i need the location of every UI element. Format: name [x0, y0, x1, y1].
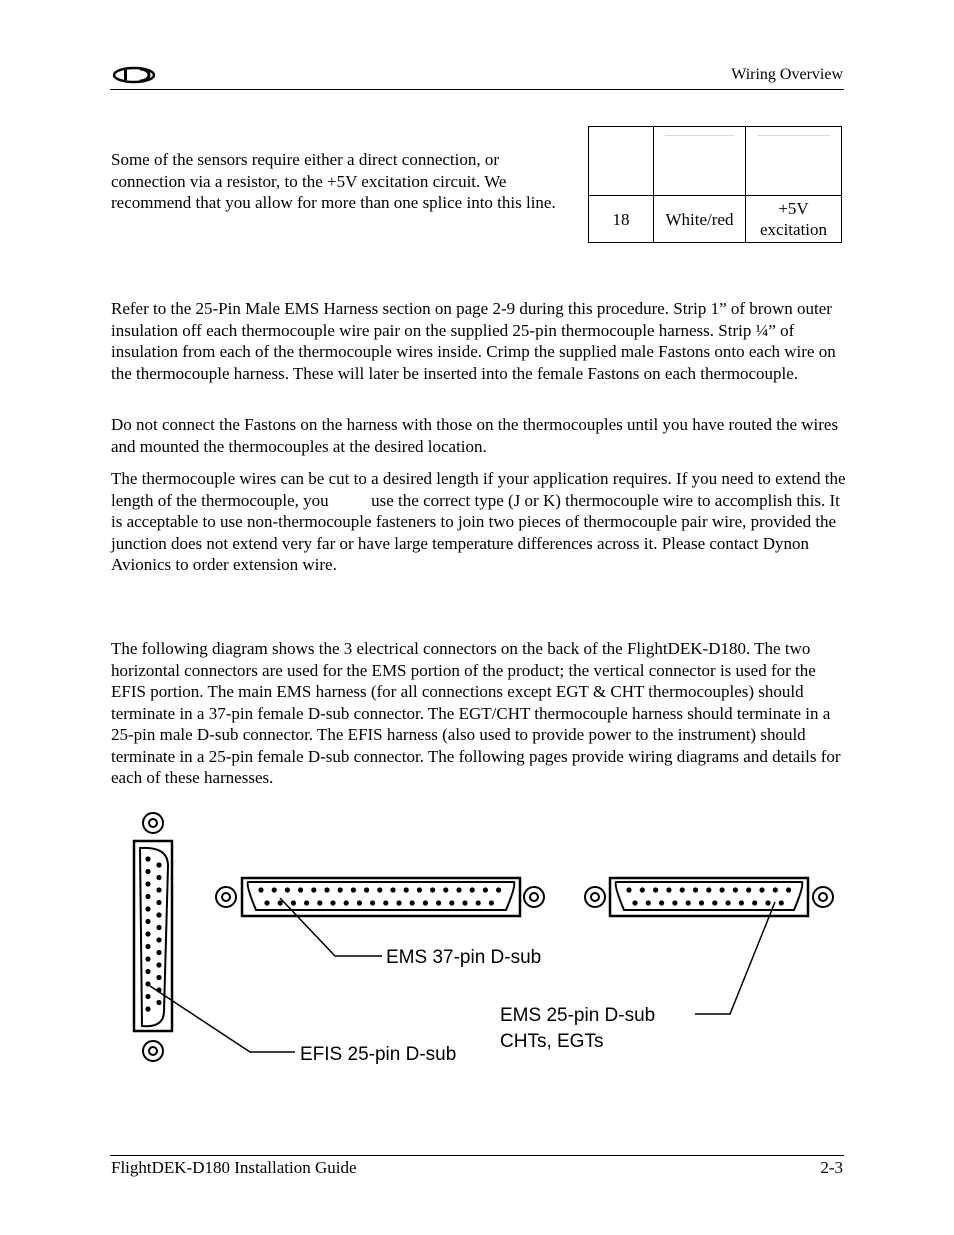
- connector-pin: [364, 887, 369, 892]
- connector-pin: [156, 875, 161, 880]
- connector-pin: [264, 900, 269, 905]
- pin-table: [588, 126, 842, 243]
- connector-pin: [653, 887, 658, 892]
- connector-pin: [145, 894, 150, 899]
- footer-rule: [110, 1155, 844, 1156]
- function-header-cell: [746, 127, 842, 196]
- connector-pin: [659, 900, 664, 905]
- connector-pin: [357, 900, 362, 905]
- connector-pin: [156, 1000, 161, 1005]
- connector-pin: [145, 956, 150, 961]
- connector-pin: [410, 900, 415, 905]
- connector-pin: [351, 887, 356, 892]
- connector-pin: [390, 887, 395, 892]
- pin-table-header: [589, 127, 842, 196]
- connector-pin: [156, 900, 161, 905]
- connector-pin: [304, 900, 309, 905]
- connector-pin: [156, 937, 161, 942]
- connector-pin: [436, 900, 441, 905]
- ems25-sublabel: CHTs, EGTs: [500, 1031, 604, 1052]
- connector-pin: [156, 862, 161, 867]
- connectors-paragraph: The following diagram shows the 3 electrical connectors on the back of the FlightDEK-D180. The two horizontal connectors are used for the EMS portion of the product; the vertical connector is used for the EFIS portion. The main EMS harness (for all connections except EGT & CHT thermocouples) should terminate in a 37-pin female D-sub connector. The EGT/CHT thermocouple harness should terminate in a 25-pin male D-sub connector. The EFIS harness (also used to provide power to the instrument) should terminate in a 25-pin female D-sub connector. The following pages provide wiring diagrams and details for each of these harnesses.: [111, 639, 841, 787]
- connector-pin: [145, 969, 150, 974]
- connector-pin: [370, 900, 375, 905]
- footer-page-number: 2-3: [820, 1158, 843, 1177]
- connector-pin: [417, 887, 422, 892]
- connector-pin: [156, 987, 161, 992]
- connector-pin: [489, 900, 494, 905]
- connector-pin: [686, 900, 691, 905]
- connector-pin: [430, 887, 435, 892]
- connector-pin: [330, 900, 335, 905]
- connector-pin: [317, 900, 322, 905]
- connector-pin: [739, 900, 744, 905]
- connector-pin: [156, 887, 161, 892]
- connector-pin: [640, 887, 645, 892]
- connector-pin: [145, 944, 150, 949]
- connector-pin: [632, 900, 637, 905]
- footer-doc-title: FlightDEK-D180 Installation Guide: [111, 1158, 357, 1177]
- connector-pin: [156, 912, 161, 917]
- connector-pin: [324, 887, 329, 892]
- connector-pin: [156, 962, 161, 967]
- wire-color-cell: White/red: [654, 196, 746, 243]
- pin-header-cell: [589, 127, 654, 196]
- connector-pin: [145, 1006, 150, 1011]
- connector-pin: [423, 900, 428, 905]
- connector-pin: [462, 900, 467, 905]
- connector-pin: [456, 887, 461, 892]
- connector-pin: [443, 887, 448, 892]
- connector-pin: [272, 887, 277, 892]
- connector-pin: [145, 994, 150, 999]
- fastons-paragraph: Do not connect the Fastons on the harness with those on the thermocouples until you have routed the wires and mounted the thermocouples at the desired location.: [111, 415, 839, 456]
- connector-pin: [291, 900, 296, 905]
- connector-pin: [145, 919, 150, 924]
- dynon-logo-icon: [110, 66, 156, 84]
- header-rule: [110, 89, 844, 90]
- color-header-cell: [654, 127, 746, 196]
- ems37-connector: [216, 878, 544, 916]
- ems37-label: EMS 37-pin D-sub: [386, 947, 542, 968]
- connector-pin: [706, 887, 711, 892]
- connector-pin: [646, 900, 651, 905]
- header-section-title: Wiring Overview: [731, 66, 843, 83]
- function-cell: +5V excitation: [746, 196, 842, 243]
- connector-pin: [773, 887, 778, 892]
- pin-number-cell: 18: [589, 196, 654, 243]
- connector-pin: [626, 887, 631, 892]
- connector-pin: [145, 881, 150, 886]
- connector-pin: [338, 887, 343, 892]
- excitation-paragraph: Some of the sensors require either a direct connection, or connection via a resistor, to the +5V excitation circuit. We recommend that you allow for more than one splice into this line.: [111, 150, 556, 212]
- connector-pin: [344, 900, 349, 905]
- extension-paragraph: The thermocouple wires can be cut to a desired length if your application requires. If you need to extend the length of the thermocouple, you use the correct type (J or K) thermocouple wire to accomplish this. It is acceptable to use non-thermocouple fasteners to join two pieces of thermocouple pair wire, provided the junction does not extend very far or have large temperature differences across it. Please contact Dynon Avionics to order extension wire.: [111, 469, 850, 574]
- connector-pin: [156, 925, 161, 930]
- connector-pin: [759, 887, 764, 892]
- connector-pin: [470, 887, 475, 892]
- connector-pin: [145, 981, 150, 986]
- connector-pin: [483, 887, 488, 892]
- connector-pin: [726, 900, 731, 905]
- connector-pin: [680, 887, 685, 892]
- efis25-label: EFIS 25-pin D-sub: [300, 1044, 457, 1065]
- connector-pin: [752, 900, 757, 905]
- connector-pin: [156, 975, 161, 980]
- connector-pin: [733, 887, 738, 892]
- connector-pin: [746, 887, 751, 892]
- connector-pin: [720, 887, 725, 892]
- connector-pin: [145, 856, 150, 861]
- connector-pin: [672, 900, 677, 905]
- connector-pin: [377, 887, 382, 892]
- connector-pin: [278, 900, 283, 905]
- connector-pin: [699, 900, 704, 905]
- connector-pin: [311, 887, 316, 892]
- connector-pin: [383, 900, 388, 905]
- connector-pin: [145, 906, 150, 911]
- connector-pin: [156, 950, 161, 955]
- connector-pin: [298, 887, 303, 892]
- thermocouple-prep-paragraph: Refer to the 25-Pin Male EMS Harness section on page 2-9 during this procedure. Strip 1” of brown outer insulation off each thermocouple wire pair on the supplied 25-pin thermocouple harness. Strip ¼” of insulation from each of the thermocouple wires inside. Crimp the supplied male Fastons onto each wire on the thermocouple harness. These will later be inserted into the female Fastons on each thermocouple.: [111, 299, 836, 383]
- connector-pin: [449, 900, 454, 905]
- connector-pin: [258, 887, 263, 892]
- connector-pin: [666, 887, 671, 892]
- connector-pin: [145, 869, 150, 874]
- connector-pin: [693, 887, 698, 892]
- connector-pin: [285, 887, 290, 892]
- connector-pin: [786, 887, 791, 892]
- connector-pin: [476, 900, 481, 905]
- ems25-connector: [585, 878, 833, 916]
- efis-connector: [134, 813, 172, 1061]
- connector-diagram: [120, 806, 840, 1076]
- table-row: [589, 196, 842, 243]
- connector-pin: [404, 887, 409, 892]
- connector-pin: [496, 887, 501, 892]
- connector-pin: [765, 900, 770, 905]
- connector-pin: [712, 900, 717, 905]
- connector-pin: [396, 900, 401, 905]
- connector-pin: [145, 931, 150, 936]
- ems25-label: EMS 25-pin D-sub: [500, 1005, 656, 1026]
- connector-pin: [779, 900, 784, 905]
